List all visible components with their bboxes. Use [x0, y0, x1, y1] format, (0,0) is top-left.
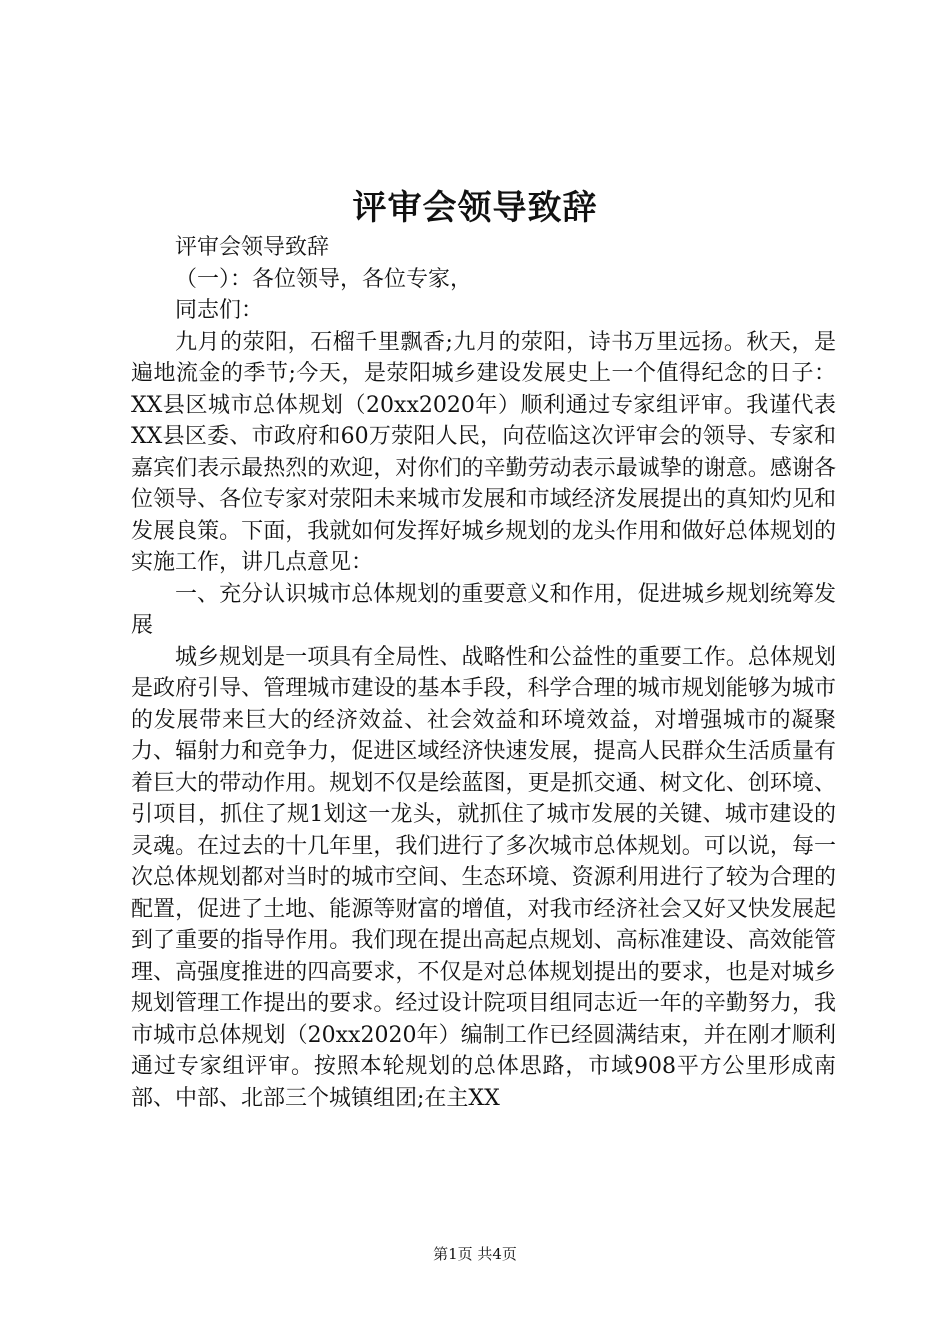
paragraph-section-1: 城乡规划是一项具有全局性、战略性和公益性的重要工作。总体规划是政府引导、管理城市建设的基本手段，科学合理的城市规划能够为城市的发展带来巨大的经济效益、社会效益和环境效益，对增强城市的凝聚力、辐射力和竞争力，促进区域经济快速发展，提高人民群众生活质量有着巨大的带动作用。规划不仅是绘蓝图，更是抓交通、树文化、创环境、引项目，抓住了规1划这一龙头，就抓住了城市发展的关键、城市建设的灵魂。在过去的十几年里，我们进行了多次城市总体规划。可以说，每一次总体规划都对当时的城市空间、生态环境、资源利用进行了较为合理的配置，促进了土地、能源等财富的增值，对我市经济社会又好又快发展起到了重要的指导作用。我们现在提出高起点规划、高标准建设、高效能管理、高强度推进的四高要求，不仅是对总体规划提出的要求，也是对城乡规划管理工作提出的要求。经过设计院项目组同志近一年的辛勤努力，我市城市总体规划（20xx2020年）编制工作已经圆满结束，并在刚才顺利通过专家组评审。按照本轮规划的总体思路，市域908平方公里形成南部、中部、北部三个城镇组团;在主XX: [131, 644, 836, 1111]
paragraph-subtitle: 评审会领导致辞: [175, 235, 330, 260]
document-body: [131, 232, 836, 1114]
paragraph-salutation: （一）：各位领导，各位专家，: [175, 266, 473, 292]
document-title: 评审会领导致辞: [352, 188, 598, 228]
paragraph-opening: 九月的荥阳，石榴千里飘香;九月的荥阳，诗书万里远扬。秋天，是遍地流金的季节;今天，是荥阳城乡建设发展史上一个值得纪念的日子：XX县区城市总体规划（20xx2020年）顺利通过专家组评审。我谨代表XX县区委、市政府和60万荥阳人民，向莅临这次评审会的领导、专家和嘉宾们表示最热烈的欢迎，对你们的辛勤劳动表示最诚挚的谢意。感谢各位领导、各位专家对荥阳未来城市发展和市域经济发展提出的真知灼见和发展良策。下面，我就如何发挥好城乡规划的龙头作用和做好总体规划的实施工作，讲几点意见：: [131, 329, 836, 575]
section-heading-1: 一、充分认识城市总体规划的重要意义和作用，促进城乡规划统筹发展: [131, 581, 836, 638]
paragraph-comrades: 同志们：: [175, 298, 264, 323]
page-footer: 第1页 共4页: [433, 1245, 517, 1263]
